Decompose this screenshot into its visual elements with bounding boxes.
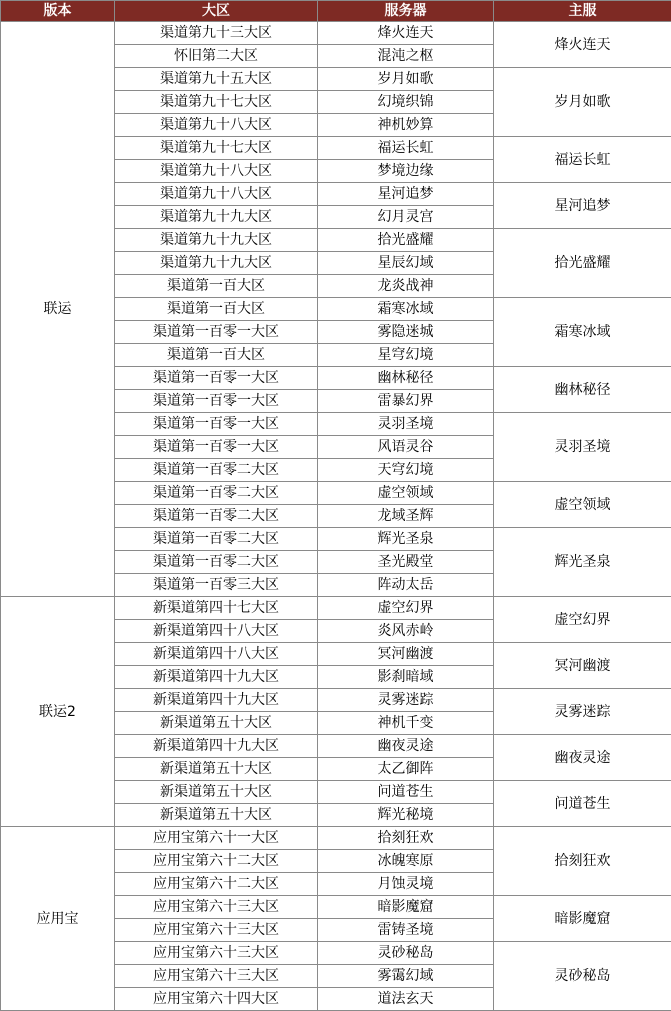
table-row bbox=[1, 827, 671, 850]
main-server-cell: 霜寒冰域 bbox=[494, 298, 671, 367]
server-cell: 辉光秘境 bbox=[318, 804, 494, 827]
main-server-cell: 灵羽圣境 bbox=[494, 413, 671, 482]
zone-cell: 渠道第九十三大区 bbox=[115, 22, 318, 45]
main-server-cell: 拾刻狂欢 bbox=[494, 827, 671, 896]
zone-cell: 应用宝第六十三大区 bbox=[115, 942, 318, 965]
zone-cell: 渠道第一百大区 bbox=[115, 275, 318, 298]
zone-cell: 渠道第一百大区 bbox=[115, 344, 318, 367]
server-cell: 梦境边缘 bbox=[318, 160, 494, 183]
main-server-cell: 问道苍生 bbox=[494, 781, 671, 827]
zone-cell: 渠道第一百零一大区 bbox=[115, 321, 318, 344]
server-cell: 虚空幻界 bbox=[318, 597, 494, 620]
zone-cell: 渠道第九十九大区 bbox=[115, 229, 318, 252]
main-server-cell: 福运长虹 bbox=[494, 137, 671, 183]
server-cell: 道法玄天 bbox=[318, 988, 494, 1011]
header-zone: 大区 bbox=[115, 1, 318, 22]
main-server-cell: 暗影魔窟 bbox=[494, 896, 671, 942]
header-version: 版本 bbox=[1, 1, 115, 22]
zone-cell: 新渠道第四十九大区 bbox=[115, 735, 318, 758]
zone-cell: 新渠道第五十大区 bbox=[115, 781, 318, 804]
server-cell: 灵砂秘岛 bbox=[318, 942, 494, 965]
zone-cell: 应用宝第六十三大区 bbox=[115, 965, 318, 988]
version-cell: 应用宝 bbox=[1, 827, 115, 1011]
zone-cell: 怀旧第二大区 bbox=[115, 45, 318, 68]
server-cell: 星辰幻域 bbox=[318, 252, 494, 275]
server-cell: 天穹幻境 bbox=[318, 459, 494, 482]
main-server-cell: 虚空领域 bbox=[494, 482, 671, 528]
server-cell: 炎风赤岭 bbox=[318, 620, 494, 643]
zone-cell: 新渠道第四十八大区 bbox=[115, 620, 318, 643]
server-cell: 灵雾迷踪 bbox=[318, 689, 494, 712]
server-cell: 幽夜灵途 bbox=[318, 735, 494, 758]
zone-cell: 渠道第一百零三大区 bbox=[115, 574, 318, 597]
zone-cell: 新渠道第五十大区 bbox=[115, 758, 318, 781]
zone-cell: 渠道第一百零二大区 bbox=[115, 505, 318, 528]
server-cell: 神机千变 bbox=[318, 712, 494, 735]
main-server-cell: 辉光圣泉 bbox=[494, 528, 671, 597]
zone-cell: 新渠道第四十九大区 bbox=[115, 666, 318, 689]
zone-cell: 渠道第九十八大区 bbox=[115, 183, 318, 206]
zone-cell: 渠道第一百零二大区 bbox=[115, 459, 318, 482]
zone-cell: 渠道第一百零一大区 bbox=[115, 413, 318, 436]
server-cell: 阵动太岳 bbox=[318, 574, 494, 597]
server-cell: 拾刻狂欢 bbox=[318, 827, 494, 850]
server-cell: 冥河幽渡 bbox=[318, 643, 494, 666]
zone-cell: 新渠道第五十大区 bbox=[115, 804, 318, 827]
main-server-cell: 虚空幻界 bbox=[494, 597, 671, 643]
zone-cell: 渠道第一百零二大区 bbox=[115, 528, 318, 551]
zone-cell: 渠道第一百零一大区 bbox=[115, 367, 318, 390]
server-cell: 龙炎战神 bbox=[318, 275, 494, 298]
zone-cell: 渠道第九十八大区 bbox=[115, 160, 318, 183]
server-cell: 灵羽圣境 bbox=[318, 413, 494, 436]
zone-cell: 新渠道第四十九大区 bbox=[115, 689, 318, 712]
main-server-cell: 灵砂秘岛 bbox=[494, 942, 671, 1011]
server-cell: 问道苍生 bbox=[318, 781, 494, 804]
server-cell: 拾光盛耀 bbox=[318, 229, 494, 252]
main-server-cell: 烽火连天 bbox=[494, 22, 671, 68]
server-cell: 星穹幻境 bbox=[318, 344, 494, 367]
table-body bbox=[1, 22, 671, 1011]
zone-cell: 渠道第九十五大区 bbox=[115, 68, 318, 91]
server-cell: 雷暴幻界 bbox=[318, 390, 494, 413]
server-cell: 霜寒冰域 bbox=[318, 298, 494, 321]
server-cell: 雾隐迷城 bbox=[318, 321, 494, 344]
zone-cell: 渠道第九十八大区 bbox=[115, 114, 318, 137]
server-cell: 烽火连天 bbox=[318, 22, 494, 45]
server-cell: 辉光圣泉 bbox=[318, 528, 494, 551]
server-cell: 幻境织锦 bbox=[318, 91, 494, 114]
main-server-cell: 灵雾迷踪 bbox=[494, 689, 671, 735]
server-cell: 影刹暗域 bbox=[318, 666, 494, 689]
server-cell: 雾霭幻域 bbox=[318, 965, 494, 988]
main-server-cell: 幽林秘径 bbox=[494, 367, 671, 413]
zone-cell: 应用宝第六十一大区 bbox=[115, 827, 318, 850]
version-cell: 联运2 bbox=[1, 597, 115, 827]
main-server-cell: 冥河幽渡 bbox=[494, 643, 671, 689]
zone-cell: 渠道第一百零二大区 bbox=[115, 482, 318, 505]
zone-cell: 应用宝第六十二大区 bbox=[115, 850, 318, 873]
zone-cell: 渠道第一百零二大区 bbox=[115, 551, 318, 574]
server-cell: 太乙御阵 bbox=[318, 758, 494, 781]
server-cell: 混沌之枢 bbox=[318, 45, 494, 68]
server-cell: 星河追梦 bbox=[318, 183, 494, 206]
main-server-cell: 星河追梦 bbox=[494, 183, 671, 229]
main-server-cell: 拾光盛耀 bbox=[494, 229, 671, 298]
server-cell: 岁月如歌 bbox=[318, 68, 494, 91]
zone-cell: 渠道第九十七大区 bbox=[115, 137, 318, 160]
zone-cell: 渠道第一百大区 bbox=[115, 298, 318, 321]
server-cell: 暗影魔窟 bbox=[318, 896, 494, 919]
header-main-server: 主服 bbox=[494, 1, 671, 22]
zone-cell: 渠道第九十七大区 bbox=[115, 91, 318, 114]
zone-cell: 新渠道第四十七大区 bbox=[115, 597, 318, 620]
zone-cell: 应用宝第六十三大区 bbox=[115, 896, 318, 919]
zone-cell: 新渠道第五十大区 bbox=[115, 712, 318, 735]
zone-cell: 渠道第九十九大区 bbox=[115, 206, 318, 229]
zone-cell: 应用宝第六十四大区 bbox=[115, 988, 318, 1011]
server-cell: 雷铸圣境 bbox=[318, 919, 494, 942]
zone-cell: 渠道第一百零一大区 bbox=[115, 390, 318, 413]
server-cell: 圣光殿堂 bbox=[318, 551, 494, 574]
server-cell: 福运长虹 bbox=[318, 137, 494, 160]
zone-cell: 新渠道第四十八大区 bbox=[115, 643, 318, 666]
table-row bbox=[1, 22, 671, 45]
header-server: 服务器 bbox=[318, 1, 494, 22]
server-cell: 幻月灵宫 bbox=[318, 206, 494, 229]
zone-cell: 应用宝第六十二大区 bbox=[115, 873, 318, 896]
server-cell: 月蚀灵境 bbox=[318, 873, 494, 896]
server-cell: 虚空领域 bbox=[318, 482, 494, 505]
server-cell: 风语灵谷 bbox=[318, 436, 494, 459]
main-server-cell: 幽夜灵途 bbox=[494, 735, 671, 781]
table-row bbox=[1, 597, 671, 620]
version-cell: 联运 bbox=[1, 22, 115, 597]
server-cell: 冰魄寒原 bbox=[318, 850, 494, 873]
zone-cell: 渠道第一百零一大区 bbox=[115, 436, 318, 459]
server-cell: 幽林秘径 bbox=[318, 367, 494, 390]
server-cell: 龙域圣辉 bbox=[318, 505, 494, 528]
zone-cell: 应用宝第六十三大区 bbox=[115, 919, 318, 942]
header-row bbox=[1, 1, 671, 22]
main-server-cell: 岁月如歌 bbox=[494, 68, 671, 137]
server-cell: 神机妙算 bbox=[318, 114, 494, 137]
zone-cell: 渠道第九十九大区 bbox=[115, 252, 318, 275]
